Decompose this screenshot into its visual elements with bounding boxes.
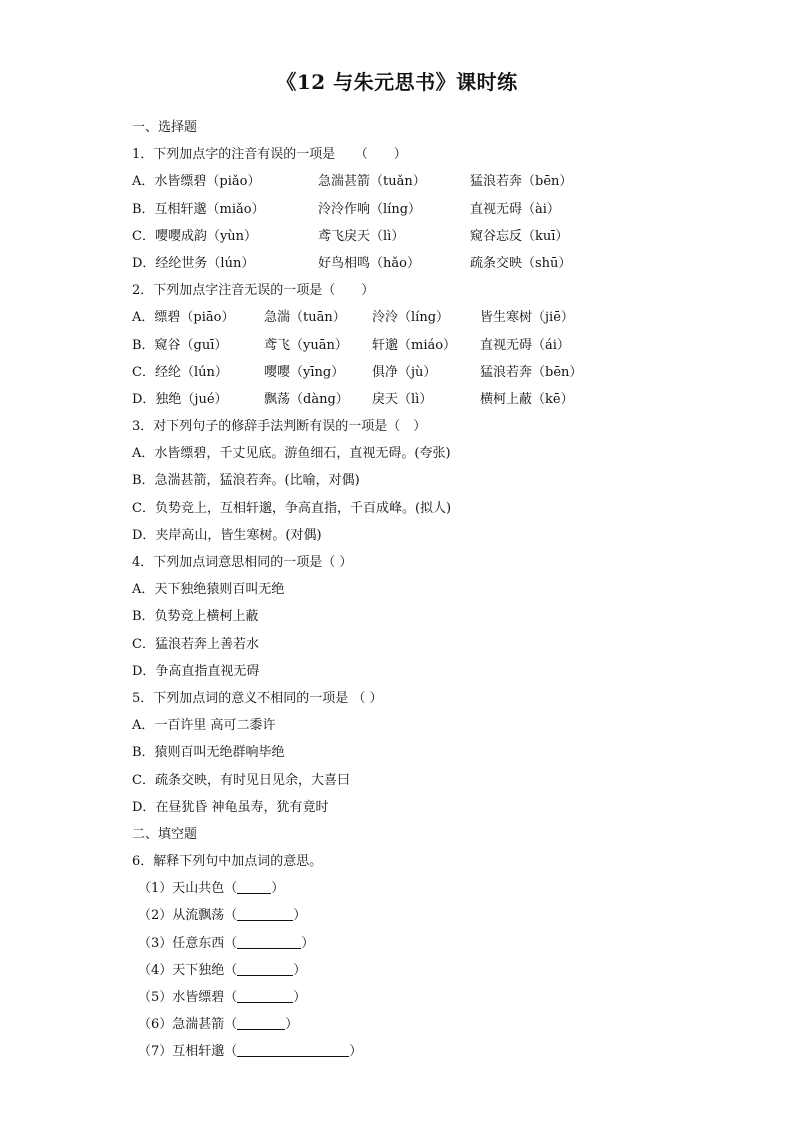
option-part: 直视无碍（ài）	[470, 201, 560, 217]
option-part: B．互相轩邈（miǎo）	[132, 201, 265, 217]
fill-in-item	[132, 902, 692, 929]
answer-blank[interactable]	[237, 906, 293, 921]
fill-in-label: （3）任意东西（	[138, 935, 238, 951]
question-stem: 3．对下列句子的修辞手法判断有误的一项是（ ）	[132, 419, 427, 435]
fill-in-item	[132, 875, 692, 902]
question-stem: 1．下列加点字的注音有误的一项是 （ ）	[132, 147, 407, 163]
option-part: D．独绝（jué）	[132, 391, 228, 407]
option-part: 轩邈（miáo）	[372, 337, 457, 353]
question-stem: 2．下列加点字注音无误的一项是（ ）	[132, 283, 375, 299]
option-part: A．缥碧（piāo）	[132, 310, 235, 326]
fill-in-item	[132, 984, 692, 1011]
document-body	[132, 114, 692, 1066]
answer-option: C．负势竞上，互相轩邈，争高直指，千百成峰。(拟人)	[132, 500, 452, 516]
answer-option	[132, 386, 692, 413]
section-heading: 二、填空题	[132, 826, 198, 842]
option-part: 急湍甚箭（tuǎn）	[318, 174, 426, 190]
option-part: 窥谷忘反（kuī）	[470, 228, 569, 244]
fill-in-label: （1）天山共色（	[138, 881, 238, 897]
fill-in-close: ）	[285, 1017, 299, 1033]
answer-option	[132, 332, 692, 359]
question-stem: 5．下列加点词的意义不相同的一项是 （ ）	[132, 690, 383, 706]
option-part: A．水皆缥碧（piǎo）	[132, 174, 261, 190]
answer-blank[interactable]	[237, 988, 293, 1003]
option-part: 嘤嘤（yīng）	[264, 364, 345, 380]
fill-in-label: （5）水皆缥碧（	[138, 990, 238, 1005]
option-part: 疏条交映（shū）	[470, 255, 572, 271]
option-part: 俱净（jù）	[372, 364, 437, 380]
answer-option: C．猛浪若奔上善若水	[132, 636, 259, 652]
option-part: 好鸟相鸣（hǎo）	[318, 255, 420, 271]
answer-option	[132, 304, 692, 331]
question-stem: 4．下列加点词意思相同的一项是（ ）	[132, 555, 353, 570]
answer-blank[interactable]	[237, 879, 271, 894]
fill-in-list	[132, 875, 692, 1065]
answer-option	[132, 250, 692, 277]
fill-in-label: （7）互相轩邈（	[138, 1044, 238, 1060]
option-part: 鸢飞戾天（lì）	[318, 228, 405, 244]
option-part: 猛浪若奔（bēn）	[470, 174, 573, 190]
answer-option: D．夹岸高山，皆生寒树。(对偶)	[132, 527, 322, 543]
option-part: 直视无碍（ái）	[480, 337, 570, 353]
answer-option	[132, 359, 692, 386]
option-part: 泠泠作响（líng）	[318, 201, 422, 217]
answer-option: B．急湍甚箭，猛浪若奔。(比喻，对偶)	[132, 473, 360, 489]
option-part: 飘荡（dàng）	[264, 391, 349, 407]
document-title: 《12 与朱元思书》课时练	[276, 70, 518, 94]
answer-option	[132, 168, 692, 195]
fill-in-item	[132, 1011, 692, 1038]
option-part: 泠泠（líng）	[372, 310, 450, 326]
option-part: C．嘤嘤成韵（yùn）	[132, 228, 258, 244]
option-part: 鸢飞（yuān）	[264, 337, 348, 353]
option-part: 戾天（lì）	[372, 391, 433, 407]
fill-in-close: ）	[293, 908, 307, 924]
option-part: 急湍（tuān）	[264, 310, 346, 326]
fill-in-label: （4）天下独绝（	[138, 962, 238, 978]
fill-in-close: ）	[349, 1044, 363, 1060]
fill-in-close: ）	[301, 935, 315, 951]
option-part: 皆生寒树（jiē）	[480, 310, 574, 326]
fill-in-label: （2）从流飘荡（	[138, 908, 238, 924]
question-stem: 6．解释下列句中加点词的意思。	[132, 854, 323, 870]
answer-blank[interactable]	[237, 961, 293, 976]
fill-in-item	[132, 957, 692, 984]
option-part: 猛浪若奔（bēn）	[480, 364, 583, 380]
fill-in-close: ）	[293, 990, 307, 1005]
answer-blank[interactable]	[237, 934, 301, 949]
answer-option: B．负势竞上横柯上蔽	[132, 609, 259, 625]
answer-option: B．猿则百叫无绝群响毕绝	[132, 745, 285, 761]
answer-option	[132, 196, 692, 223]
fill-in-item	[132, 1038, 692, 1065]
answer-option: A．一百许里 高可二黍许	[132, 718, 276, 734]
fill-in-label: （6）急湍甚箭（	[138, 1017, 238, 1033]
fill-in-close: ）	[271, 881, 285, 897]
answer-blank[interactable]	[237, 1015, 285, 1030]
option-part: 横柯上蔽（kē）	[480, 391, 574, 407]
answer-option: D．在昼犹昏 神龟虽寿，犹有竟时	[132, 799, 329, 815]
option-part: B．窥谷（guī）	[132, 337, 228, 353]
fill-in-close: ）	[293, 962, 307, 978]
option-part: C．经纶（lún）	[132, 364, 228, 380]
option-part: D．经纶世务（lún）	[132, 255, 255, 271]
section-heading: 一、选择题	[132, 120, 198, 135]
fill-in-item	[132, 930, 692, 957]
answer-option: A．水皆缥碧，千丈见底。游鱼细石，直视无碍。(夸张)	[132, 446, 451, 462]
answer-option	[132, 223, 692, 250]
answer-option: C．疏条交映，有时见日见余，大喜曰	[132, 772, 350, 788]
answer-blank[interactable]	[237, 1042, 349, 1057]
answer-option: A．天下独绝猿则百叫无绝	[132, 582, 285, 598]
answer-option: D．争高直指直视无碍	[132, 663, 260, 679]
